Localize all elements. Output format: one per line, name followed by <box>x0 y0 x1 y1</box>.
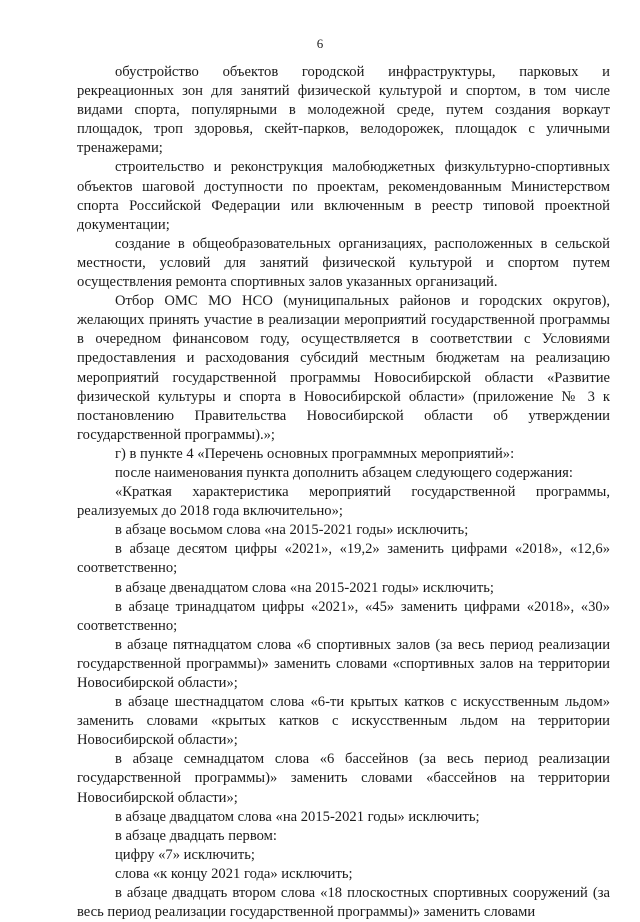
paragraph: после наименования пункта дополнить абзацем следующего содержания: <box>115 464 573 481</box>
paragraph: Отбор ОМС МО НСО (муниципальных районов и городских округов), желающих принять участие в реализации мероприятий государственной программы в очередном финансовом году, осуществляется в соответствии с Условиями предоставления и расходования субсидий местным бюджетам на реализацию мероприятий государственной программы Новосибирской области «Развитие физической культуры и спорта в Новосибирской области» (приложение № 3 к постановлению Правительства Новосибирской области об утверждении государственной программы).»; <box>77 293 610 443</box>
paragraph: слова «к концу 2021 года» исключить; <box>115 865 353 882</box>
paragraph: в абзаце восьмом слова «на 2015-2021 годы» исключить; <box>115 522 469 539</box>
paragraph: создание в общеобразовательных организациях, расположенных в сельской местности, условий для занятий физической культурой и спортом путем осуществления ремонта спортивных залов указанных организаций. <box>77 235 610 291</box>
paragraph: в абзаце двадцатом слова «на 2015-2021 годы» исключить; <box>115 808 480 825</box>
paragraph: в абзаце десятом цифры «2021», «19,2» заменить цифрами «2018», «12,6» соответственно; <box>77 541 610 577</box>
paragraph: в абзаце шестнадцатом слова «6-ти крытых катков с искусственным льдом» заменить словами «крытых катков с искусственным льдом на территории Новосибирской области»; <box>77 694 610 749</box>
page-number: 6 <box>316 36 324 51</box>
paragraph: в абзаце семнадцатом слова «6 бассейнов (за весь период реализации государственной программы)» заменить словами «бассейнов на территории Новосибирской области»; <box>77 751 610 806</box>
paragraph: цифру «7» исключить; <box>115 846 255 863</box>
paragraph: в абзаце двадцать втором слова «18 плоскостных спортивных сооружений (за весь период реализации государственной программы)» заменить словами <box>77 885 610 921</box>
paragraph: обустройство объектов городской инфраструктуры, парковых и рекреационных зон для занятий физической культурой и спортом, в том числе видами спорта, популярными в молодежной среде, путем создания воркаут площадок, троп здоровья, скейт-парков, велодорожек, площадок с уличными тренажерами; <box>77 64 610 157</box>
document-body <box>77 63 610 922</box>
paragraph: строительство и реконструкция малобюджетных физкультурно-спортивных объектов шаговой доступности по проектам, рекомендованным Министерством спорта Российской Федерации или включенным в реестр типовой проектной документации; <box>77 159 610 233</box>
paragraph: в абзаце тринадцатом цифры «2021», «45» заменить цифрами «2018», «30» соответственно; <box>77 598 610 634</box>
paragraph: «Краткая характеристика мероприятий государственной программы, реализуемых до 2018 года включительно»; <box>77 484 610 520</box>
paragraph: г) в пункте 4 «Перечень основных программных мероприятий»: <box>115 445 515 462</box>
paragraph: в абзаце двадцать первом: <box>115 827 277 844</box>
paragraph: в абзаце пятнадцатом слова «6 спортивных залов (за весь период реализации государственной программы)» заменить словами «спортивных залов на территории Новосибирской области»; <box>77 636 610 691</box>
paragraph: в абзаце двенадцатом слова «на 2015-2021 годы» исключить; <box>115 579 494 596</box>
